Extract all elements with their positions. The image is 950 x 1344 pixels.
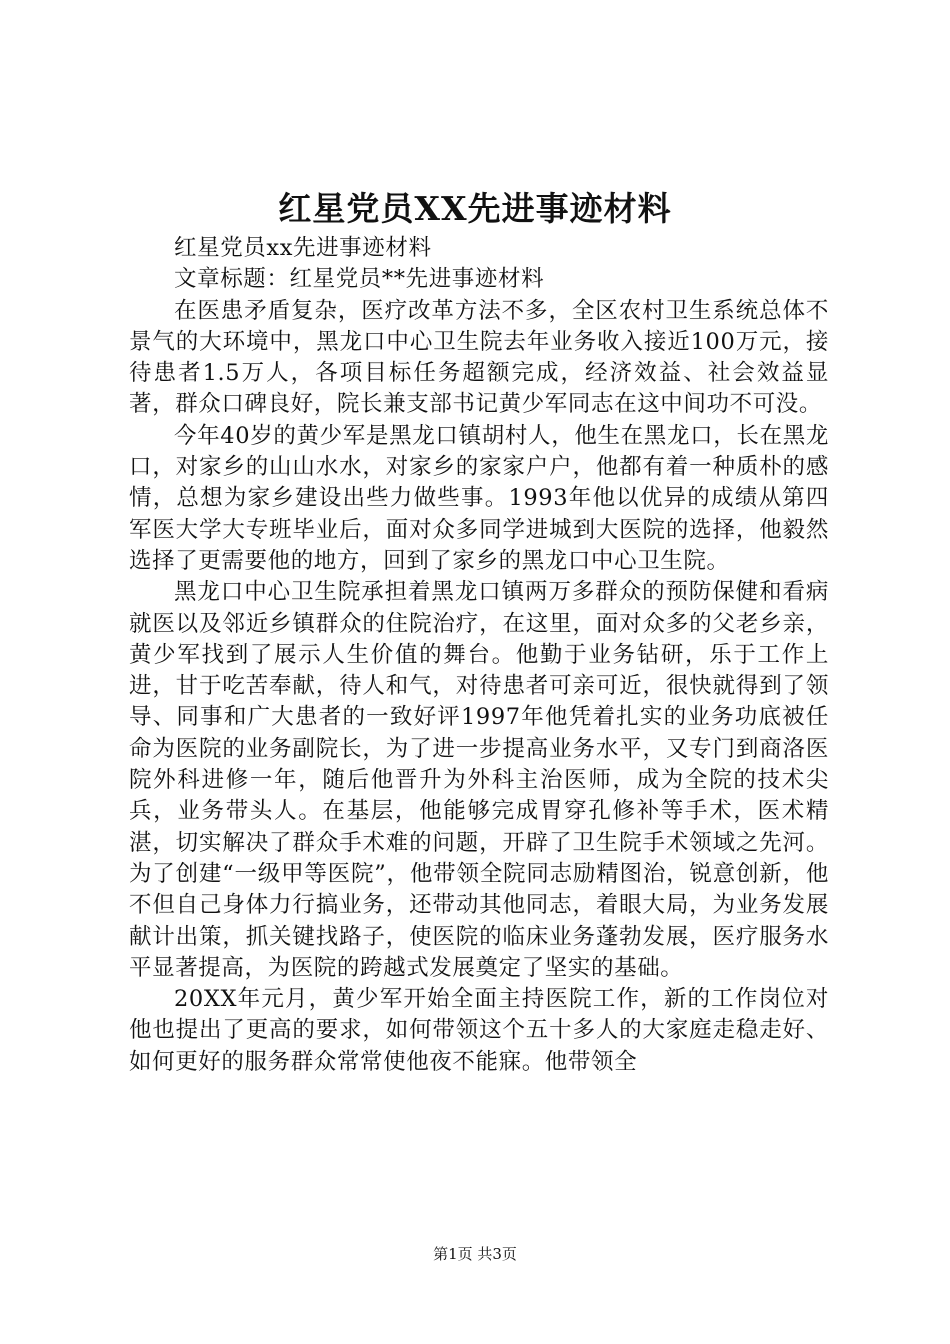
document-title: 红星党员XX先进事迹材料 xyxy=(278,189,672,228)
document-body xyxy=(129,233,829,1078)
paragraph-article-title: 文章标题：红星党员**先进事迹材料 xyxy=(174,266,545,293)
paragraph-subtitle: 红星党员xx先进事迹材料 xyxy=(174,235,432,261)
paragraph-leadership: 20XX年元月，黄少军开始全面主持医院工作，新的工作岗位对他也提出了更高的要求，如何带领这个五十多人的大家庭走稳走好、如何更好的服务群众常常使他夜不能寐。他带领全 xyxy=(129,986,829,1075)
paragraph-background: 今年40岁的黄少军是黑龙口镇胡村人，他生在黑龙口，长在黑龙口，对家乡的山山水水，对家乡的家家户户，他都有着一种质朴的感情，总想为家乡建设出些力做些事。1993年他以优异的成绩从第四军医大学大专班毕业后，面对众多同学进城到大医院的选择，他毅然选择了更需要他的地方，回到了家乡的黑龙口中心卫生院。 xyxy=(129,422,829,574)
page-number-footer: 第1页 共3页 xyxy=(433,1245,517,1263)
paragraph-intro: 在医患矛盾复杂，医疗改革方法不多，全区农村卫生系统总体不景气的大环境中，黑龙口中心卫生院去年业务收入接近100万元，接待患者1.5万人，各项目标任务超额完成，经济效益、社会效益显著，群众口碑良好，院长兼支部书记黄少军同志在这中间功不可没。 xyxy=(129,297,829,418)
paragraph-career: 黑龙口中心卫生院承担着黑龙口镇两万多群众的预防保健和看病就医以及邻近乡镇群众的住院治疗，在这里，面对众多的父老乡亲，黄少军找到了展示人生价值的舞台。他勤于业务钻研，乐于工作上进，甘于吃苦奉献，待人和气，对待患者可亲可近，很快就得到了领导、同事和广大患者的一致好评1997年他凭着扎实的业务功底被任命为医院的业务副院长，为了进一步提高业务水平，又专门到商洛医院外科进修一年，随后他晋升为外科主治医师，成为全院的技术尖兵，业务带头人。在基层，他能够完成胃穿孔修补等手术，医术精湛，切实解决了群众手术难的问题，开辟了卫生院手术领域之先河。为了创建“一级甲等医院”，他带领全院同志励精图治，锐意创新，他不但自己身体力行搞业务，还带动其他同志，着眼大局，为业务发展献计出策，抓关键找路子，使医院的临床业务蓬勃发展，医疗服务水平显著提高，为医院的跨越式发展奠定了坚实的基础。 xyxy=(129,579,829,981)
